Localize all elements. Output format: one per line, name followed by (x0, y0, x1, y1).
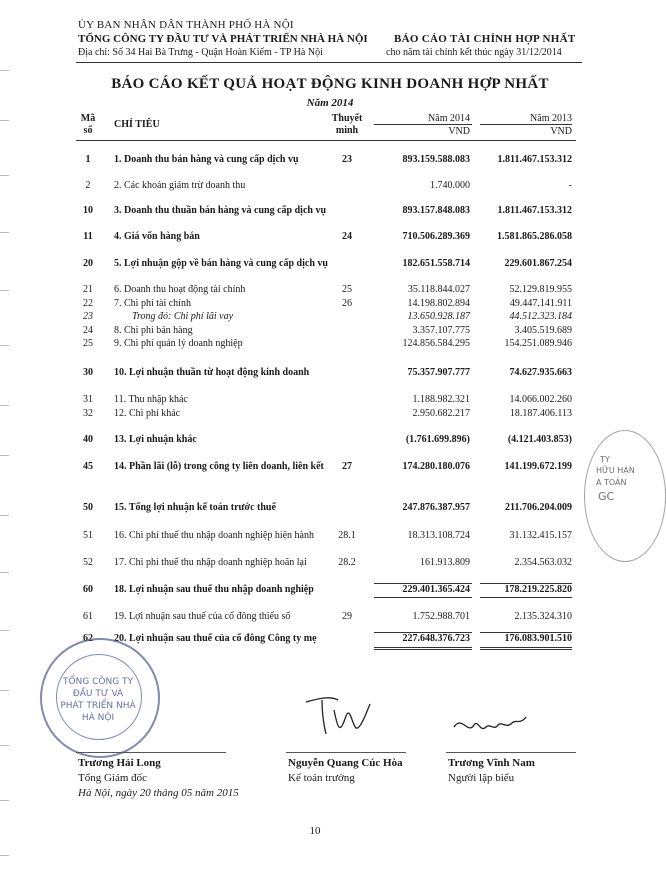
row-value-2014: 1.188.982.321 (412, 394, 470, 405)
row-code: 61 (83, 611, 93, 622)
signer-1-name: Trương Hải Long (78, 757, 161, 769)
row-note: 25 (342, 284, 352, 295)
col-note-header-2: minh (335, 125, 359, 136)
row-value-2013: (4.121.403.853) (507, 434, 572, 445)
stamp-text: PHÁT TRIỂN NHÀ (60, 701, 136, 711)
stamp-text: A TOÁN (596, 478, 627, 487)
row-item: 16. Chi phí thuế thu nhập doanh nghiệp hiện hành (114, 530, 314, 541)
stamp-text: TỔNG CÔNG TY (62, 677, 134, 687)
row-code: 20 (83, 258, 93, 269)
row-code: 50 (83, 502, 93, 513)
row-code: 25 (83, 338, 93, 349)
stamp-text: GC (598, 490, 615, 503)
row-value-2014: 75.357.907.777 (407, 367, 470, 378)
margin-mark (0, 855, 9, 856)
col-note-header-1: Thuyết (331, 113, 363, 124)
row-value-2014: 14.198.802.894 (407, 298, 470, 309)
stamp-text: TY (600, 455, 610, 464)
margin-mark (0, 345, 9, 346)
row-value-2014: 710.506.289.369 (402, 231, 470, 242)
row-value-2014: 893.157.848.083 (402, 205, 470, 216)
row-code: 22 (83, 298, 93, 309)
row-value-2013: 141.199.672.199 (504, 461, 572, 472)
header-divider (76, 62, 582, 63)
signer-1-title: Tổng Giám đốc (78, 772, 148, 784)
row-value-2013: 229.601.867.254 (504, 258, 572, 269)
row-code: 40 (83, 434, 93, 445)
total-rule (480, 632, 572, 633)
row-value-2014: 893.159.588.083 (402, 154, 470, 165)
row-note: 27 (342, 461, 352, 472)
report-title: BÁO CÁO TÀI CHÍNH HỢP NHẤT (394, 33, 576, 45)
stamp-text: ĐẦU TƯ VÀ (72, 689, 124, 699)
row-item: 4. Giá vốn hàng bán (114, 231, 200, 242)
row-value-2013: 2.354.563.032 (514, 557, 572, 568)
org-address: Địa chỉ: Số 34 Hai Bà Trưng - Quận Hoàn Kiếm - TP Hà Nội (78, 47, 323, 58)
signer-3-name: Trương Vĩnh Nam (448, 757, 535, 769)
row-item: Trong đó: Chi phí lãi vay (132, 311, 234, 322)
total-rule (480, 597, 572, 598)
signature-accountant (300, 690, 380, 740)
total-rule (374, 632, 472, 633)
row-item: 20. Lợi nhuận sau thuế của cổ đông Công ty mẹ (114, 633, 317, 644)
row-value-2013: 154.251.089.946 (504, 338, 572, 349)
row-code: 1 (85, 154, 91, 165)
col-2013-rule (480, 124, 572, 125)
row-code: 52 (83, 557, 93, 568)
row-item: 18. Lợi nhuận sau thuế thu nhập doanh nghiệp (114, 584, 314, 595)
row-code: 10 (83, 205, 93, 216)
row-value-2013: 18.187.406.113 (509, 408, 572, 419)
row-item: 19. Lợi nhuận sau thuế của cổ đông thiểu số (114, 611, 291, 622)
row-value-2014: 124.856.584.295 (402, 338, 470, 349)
doc-subtitle: Năm 2014 (306, 97, 354, 109)
row-value-2013: 176.083.901.510 (504, 633, 572, 644)
row-item: 2. Các khoản giảm trừ doanh thu (114, 180, 246, 191)
signature-rule (76, 752, 226, 753)
margin-mark (0, 572, 9, 573)
row-value-2014: 18.313.108.724 (407, 530, 470, 541)
row-value-2014: 247.876.387.957 (402, 502, 470, 513)
row-value-2013: 31.132.415.157 (509, 530, 572, 541)
row-value-2013: 178.219.225.820 (504, 584, 572, 595)
row-item: 12. Chi phí khác (114, 408, 181, 419)
row-value-2013: 1.811.467.153.312 (497, 154, 572, 165)
signer-2-title: Kế toán trưởng (288, 772, 355, 784)
row-value-2013: 14.066.002.260 (509, 394, 572, 405)
margin-mark (0, 800, 9, 801)
total-rule (480, 583, 572, 584)
row-code: 23 (83, 311, 93, 322)
margin-mark (0, 175, 9, 176)
row-item: 7. Chi phí tài chính (114, 298, 191, 309)
row-value-2014: 1.752.988.701 (412, 611, 470, 622)
double-rule (374, 647, 472, 648)
margin-mark (0, 455, 9, 456)
col-code-header-1: Mã (80, 113, 96, 124)
margin-mark (0, 232, 9, 233)
row-value-2013: 49.447.141.911 (509, 298, 572, 309)
row-value-2014: 229.401.365.424 (402, 584, 470, 595)
row-value-2014: 227.648.376.723 (402, 633, 470, 644)
row-note: 28.2 (338, 557, 356, 568)
row-item: 13. Lợi nhuận khác (114, 434, 197, 445)
org-parent: ỦY BAN NHÂN DÂN THÀNH PHỐ HÀ NỘI (78, 19, 294, 31)
header-bottom-rule (76, 140, 576, 141)
double-rule (480, 647, 572, 648)
row-value-2014: 2.950.682.217 (412, 408, 470, 419)
signer-2-name: Nguyễn Quang Cúc Hòa (288, 757, 403, 769)
col-2014-currency: VND (448, 126, 470, 137)
row-note: 26 (342, 298, 352, 309)
row-value-2013: 1.811.467.153.312 (497, 205, 572, 216)
row-item: 6. Doanh thu hoạt động tài chính (114, 284, 246, 295)
stamp-text: HỮU HẠN (596, 466, 635, 475)
col-2013-currency: VND (550, 126, 572, 137)
page-number: 10 (309, 825, 321, 837)
margin-mark (0, 120, 9, 121)
margin-mark (0, 290, 9, 291)
row-value-2013: 52.129.819.955 (509, 284, 572, 295)
row-item: 11. Thu nhập khác (114, 394, 188, 405)
col-2014-rule (374, 124, 472, 125)
double-rule (374, 649, 472, 650)
row-code: 45 (83, 461, 93, 472)
row-item: 8. Chi phí bán hàng (114, 325, 193, 336)
row-code: 24 (83, 325, 93, 336)
margin-mark (0, 515, 9, 516)
row-value-2014: 35.118.844.027 (407, 284, 470, 295)
row-value-2014: 13.650.928.187 (407, 311, 470, 322)
signer-3-title: Người lập biểu (448, 772, 515, 784)
row-code: 62 (83, 633, 93, 644)
row-code: 2 (85, 180, 91, 191)
total-rule (374, 597, 472, 598)
row-value-2014: 161.913.809 (420, 557, 470, 568)
row-value-2013: 44.512.323.184 (509, 311, 572, 322)
col-2014-header: Năm 2014 (428, 113, 470, 124)
row-item: 3. Doanh thu thuần bán hàng và cung cấp dịch vụ (114, 205, 327, 216)
col-item-header: CHỈ TIÊU (114, 119, 160, 130)
row-value-2013: 2.135.324.310 (514, 611, 572, 622)
row-note: 29 (342, 611, 352, 622)
row-code: 21 (83, 284, 93, 295)
row-value-2013: 74.627.935.663 (509, 367, 572, 378)
row-code: 32 (83, 408, 93, 419)
report-period: cho năm tài chính kết thúc ngày 31/12/2014 (386, 47, 562, 58)
margin-mark (0, 690, 9, 691)
row-item: 17. Chi phí thuế thu nhập doanh nghiệp hoãn lại (114, 557, 307, 568)
row-item: 15. Tổng lợi nhuận kế toán trước thuế (114, 502, 276, 513)
double-rule (480, 649, 572, 650)
org-name: TỔNG CÔNG TY ĐẦU TƯ VÀ PHÁT TRIỂN NHÀ HÀ NỘI (78, 33, 368, 45)
row-value-2014: (1.761.699.896) (405, 434, 470, 445)
row-item: 10. Lợi nhuận thuần từ hoạt động kinh doanh (114, 367, 310, 378)
row-value-2013: 1.581.865.286.058 (497, 231, 572, 242)
margin-mark (0, 630, 9, 631)
row-value-2014: 1.740.000 (430, 180, 470, 191)
row-code: 51 (83, 530, 93, 541)
row-value-2013: - (568, 180, 572, 191)
row-item: 1. Doanh thu bán hàng và cung cấp dịch vụ (114, 154, 299, 165)
row-note: 28.1 (338, 530, 356, 541)
row-value-2014: 174.280.180.076 (402, 461, 470, 472)
signature-rule (446, 752, 576, 753)
auditor-stamp (584, 430, 666, 562)
margin-mark (0, 745, 9, 746)
row-note: 24 (342, 231, 352, 242)
place-date: Hà Nội, ngày 20 tháng 05 năm 2015 (78, 787, 239, 799)
stamp-text: HÀ NỘI (81, 713, 115, 723)
margin-mark (0, 70, 9, 71)
total-rule (374, 583, 472, 584)
signature-rule (286, 752, 406, 753)
row-code: 30 (83, 367, 93, 378)
signature-preparer (450, 705, 530, 745)
row-value-2013: 211.706.204.009 (505, 502, 572, 513)
col-code-header-2: số (83, 125, 93, 136)
row-item: 5. Lợi nhuận gộp về bán hàng và cung cấp dịch vụ (114, 258, 328, 269)
row-item: 9. Chi phí quản lý doanh nghiệp (114, 338, 243, 349)
margin-mark (0, 405, 9, 406)
row-item: 14. Phần lãi (lỗ) trong công ty liên doanh, liên kết (114, 461, 324, 472)
row-code: 11 (83, 231, 93, 242)
row-code: 60 (83, 584, 93, 595)
col-2013-header: Năm 2013 (530, 113, 572, 124)
row-note: 23 (342, 154, 352, 165)
row-code: 31 (83, 394, 93, 405)
row-value-2013: 3.405.519.689 (514, 325, 572, 336)
row-value-2014: 182.651.558.714 (402, 258, 470, 269)
doc-title: BÁO CÁO KẾT QUẢ HOẠT ĐỘNG KINH DOANH HỢP NHẤT (111, 76, 549, 92)
row-value-2014: 3.357.107.775 (412, 325, 470, 336)
